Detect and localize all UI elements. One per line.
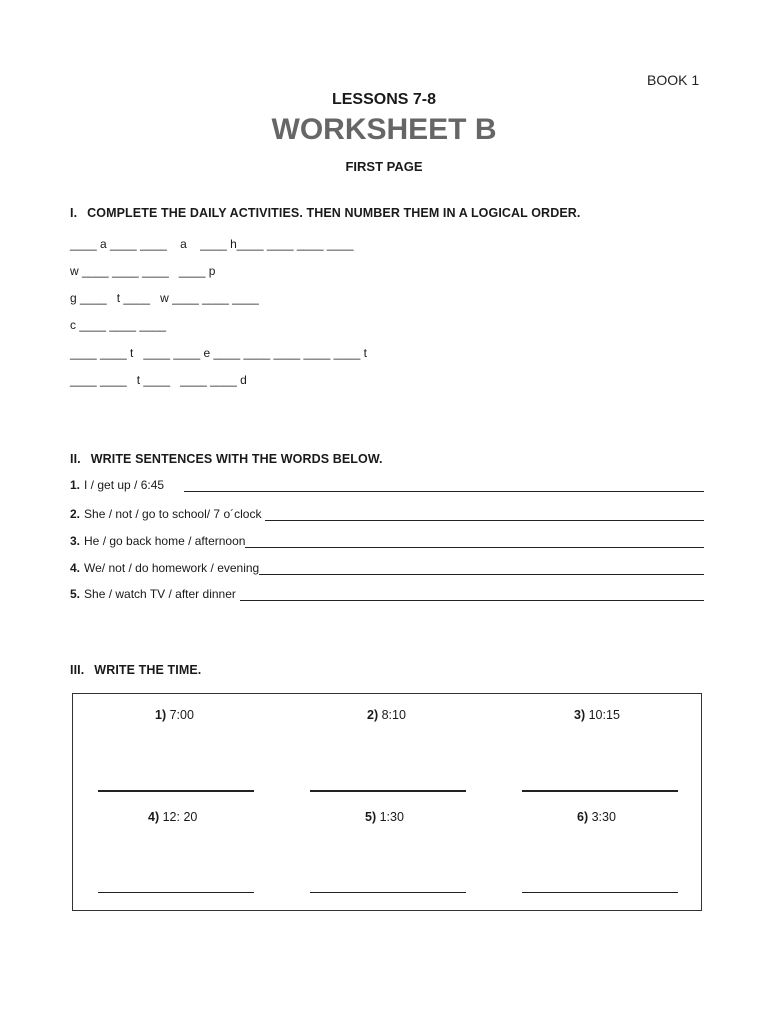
time-item-value: 7:00 (169, 708, 194, 722)
sentence-row (70, 534, 704, 548)
time-item (577, 810, 616, 824)
sentence-prompt: We/ not / do homework / evening (84, 561, 260, 575)
activity-puzzle-line[interactable]: c ____ ____ ____ (70, 318, 167, 332)
lessons-title: LESSONS 7-8 (331, 91, 437, 108)
time-item (365, 810, 404, 824)
time-item-value: 3:30 (591, 810, 616, 824)
time-item (155, 708, 194, 722)
worksheet-title: WORKSHEET B (271, 113, 497, 146)
sentence-answer-line[interactable] (259, 564, 704, 575)
section-3-instruction: WRITE THE TIME. (94, 663, 202, 677)
section-1-heading (70, 206, 580, 220)
sentence-number: 5. (70, 587, 81, 601)
section-2-heading (70, 452, 383, 466)
sentence-row (70, 507, 704, 521)
activity-puzzle-line[interactable]: g ____ t ____ w ____ ____ ____ (70, 291, 259, 305)
time-exercise-box (72, 693, 702, 911)
book-label: BOOK 1 (647, 72, 700, 88)
time-item-number: 5) (365, 810, 377, 824)
activity-puzzle-line[interactable]: ____ ____ t ____ ____ ____ d (70, 373, 247, 387)
activity-puzzle-line[interactable]: w ____ ____ ____ ____ p (70, 264, 216, 278)
time-answer-line[interactable] (98, 892, 254, 893)
sentence-prompt: He / go back home / afternoon (84, 534, 246, 548)
time-item-value: 8:10 (381, 708, 406, 722)
time-item (574, 708, 620, 722)
sentence-number: 1. (70, 478, 81, 492)
activity-puzzle-line[interactable]: ____ ____ t ____ ____ e ____ ____ ____ ____ ____ t (70, 346, 367, 360)
time-item-number: 6) (577, 810, 589, 824)
time-item-number: 1) (155, 708, 167, 722)
time-answer-line[interactable] (522, 892, 678, 893)
sentence-prompt: She / watch TV / after dinner (84, 587, 236, 601)
sentence-row (70, 478, 704, 492)
time-item-value: 1:30 (379, 810, 404, 824)
sentence-prompt: She / not / go to school/ 7 o´clock (84, 507, 262, 521)
sentence-row (70, 587, 704, 601)
section-2-number: II. (70, 452, 81, 466)
sentence-number: 4. (70, 561, 81, 575)
sentence-answer-line[interactable] (245, 537, 704, 548)
time-item-value: 12: 20 (162, 810, 198, 824)
time-answer-line[interactable] (310, 790, 466, 792)
time-item (367, 708, 406, 722)
sentence-answer-line[interactable] (240, 590, 704, 601)
time-item-value: 10:15 (588, 708, 620, 722)
section-2-instruction: WRITE SENTENCES WITH THE WORDS BELOW. (90, 452, 383, 466)
page-subtitle: FIRST PAGE (345, 159, 423, 174)
section-1-number: I. (70, 206, 78, 220)
sentence-row (70, 561, 704, 575)
sentence-answer-line[interactable] (265, 510, 704, 521)
sentence-number: 2. (70, 507, 81, 521)
section-1-instruction: COMPLETE THE DAILY ACTIVITIES. THEN NUMBER THEM IN A LOGICAL ORDER. (87, 206, 581, 220)
time-item-number: 2) (367, 708, 379, 722)
time-item (148, 810, 197, 824)
time-answer-line[interactable] (98, 790, 254, 792)
sentence-number: 3. (70, 534, 81, 548)
section-3-heading (70, 663, 201, 677)
time-item-number: 3) (574, 708, 586, 722)
section-3-number: III. (70, 663, 85, 677)
sentence-answer-line[interactable] (184, 481, 704, 492)
time-answer-line[interactable] (522, 790, 678, 792)
time-item-number: 4) (148, 810, 160, 824)
time-answer-line[interactable] (310, 892, 466, 893)
sentence-prompt: I / get up / 6:45 (84, 478, 165, 492)
activity-puzzle-line[interactable]: ____ a ____ ____ a ____ h____ ____ ____ ____ (70, 237, 354, 251)
